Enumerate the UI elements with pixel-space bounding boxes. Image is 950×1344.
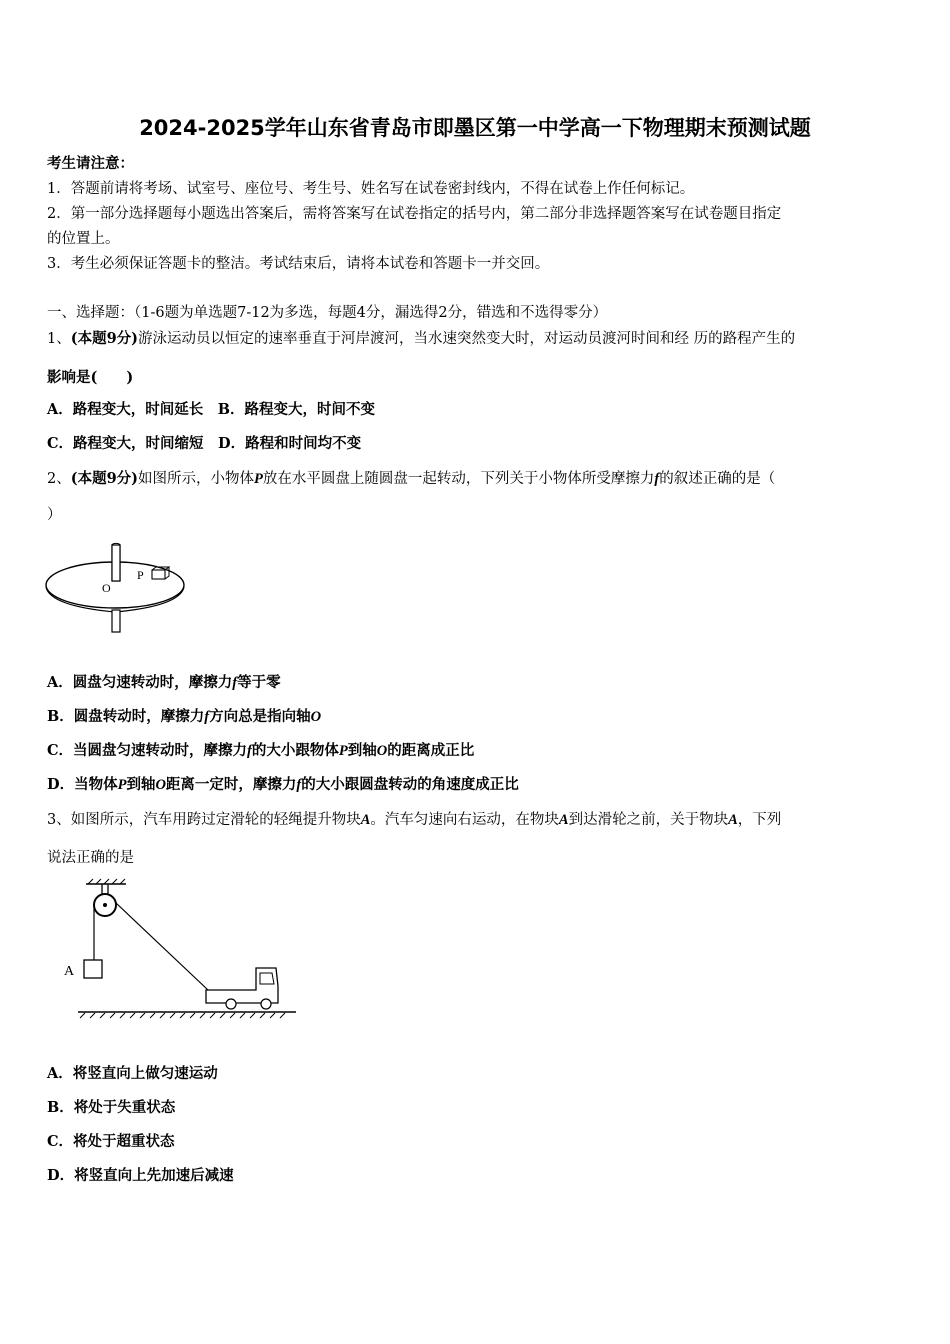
- q1-points: (本题9分): [70, 330, 139, 347]
- notice-item-2: 2．第一部分选择题每小题选出答案后，需将答案写在试卷指定的括号内，第二部分非选择题答案写在试卷题目指定: [47, 206, 782, 222]
- q2-text-b: 放在水平圆盘上随圆盘一起转动，下列关于小物体所受摩擦力: [262, 471, 655, 487]
- q1-stem-cont: 影响是( ): [47, 369, 134, 386]
- q3-option-d: D．将竖直向上先加速后减速: [47, 1167, 234, 1184]
- notice-heading: 考生请注意：: [47, 155, 134, 172]
- label-o: O: [102, 581, 111, 595]
- q2-var-f: f: [654, 471, 660, 487]
- q1-options-cd: C．路程变大，时间缩短 D．路程和时间均不变: [47, 435, 362, 452]
- q3-option-b: B．将处于失重状态: [47, 1099, 176, 1116]
- q3-option-a: A．将竖直向上做匀速运动: [47, 1065, 218, 1082]
- q2-option-b: B．圆盘转动时，摩擦力f方向总是指向轴O: [47, 708, 322, 725]
- q1-stem: [47, 327, 795, 348]
- q3-stem-cont: 说法正确的是: [47, 850, 134, 866]
- page-title: 2024-2025学年山东省青岛市即墨区第一中学高一下物理期末预测试题: [139, 116, 811, 140]
- q2-stem-cont: ）: [47, 507, 62, 523]
- q2-stem: [47, 467, 775, 488]
- notice-item-3: 3．考生必须保证答题卡的整洁。考试结束后，请将本试卷和答题卡一并交回。: [47, 256, 550, 272]
- q2-var-p: P: [254, 471, 263, 487]
- q3-stem: 3、如图所示，汽车用跨过定滑轮的轻绳提升物块A。汽车匀速向右运动，在物块A到达滑轮之前，关于物块A，下列: [47, 812, 782, 828]
- q1-options-ab: A．路程变大，时间延长 B．路程变大，时间不变: [47, 401, 376, 418]
- notice-item-2-cont: 的位置上。: [47, 231, 120, 247]
- notice-item-1: 1．答题前请将考场、试室号、座位号、考生号、姓名写在试卷密封线内，不得在试卷上作任何标记。: [47, 181, 695, 197]
- rotating-disk-figure: [40, 540, 200, 635]
- q1-number: 1、: [47, 331, 71, 347]
- q2-option-c: C．当圆盘匀速转动时，摩擦力f的大小跟物体P到轴O的距离成正比: [47, 742, 475, 759]
- block-a: [84, 960, 102, 978]
- q2-number: 2、: [47, 471, 71, 487]
- label-p: P: [137, 568, 144, 582]
- section-heading: 一、选择题：（1-6题为单选题7-12为多选，每题4分，漏选得2分，错选和不选得零分）: [47, 305, 608, 321]
- q3-option-c: C．将处于超重状态: [47, 1133, 175, 1150]
- q2-option-a: A．圆盘匀速转动时，摩擦力f等于零: [47, 674, 281, 691]
- q2-option-d: D．当物体P到轴O距离一定时，摩擦力f的大小跟圆盘转动的角速度成正比: [47, 776, 519, 793]
- pulley-truck-figure: [58, 878, 298, 1028]
- q2-text-a: 如图所示，小物体: [138, 471, 255, 487]
- block-p: [152, 570, 165, 579]
- q2-points: (本题9分): [70, 470, 139, 487]
- q1-text: 游泳运动员以恒定的速率垂直于河岸渡河，当水速突然变大时，对运动员渡河时间和经 历的路程产生的: [138, 331, 796, 347]
- axle-bottom: [112, 610, 120, 632]
- q2-text-c: 的叙述正确的是（: [659, 471, 776, 487]
- label-a: A: [64, 964, 75, 979]
